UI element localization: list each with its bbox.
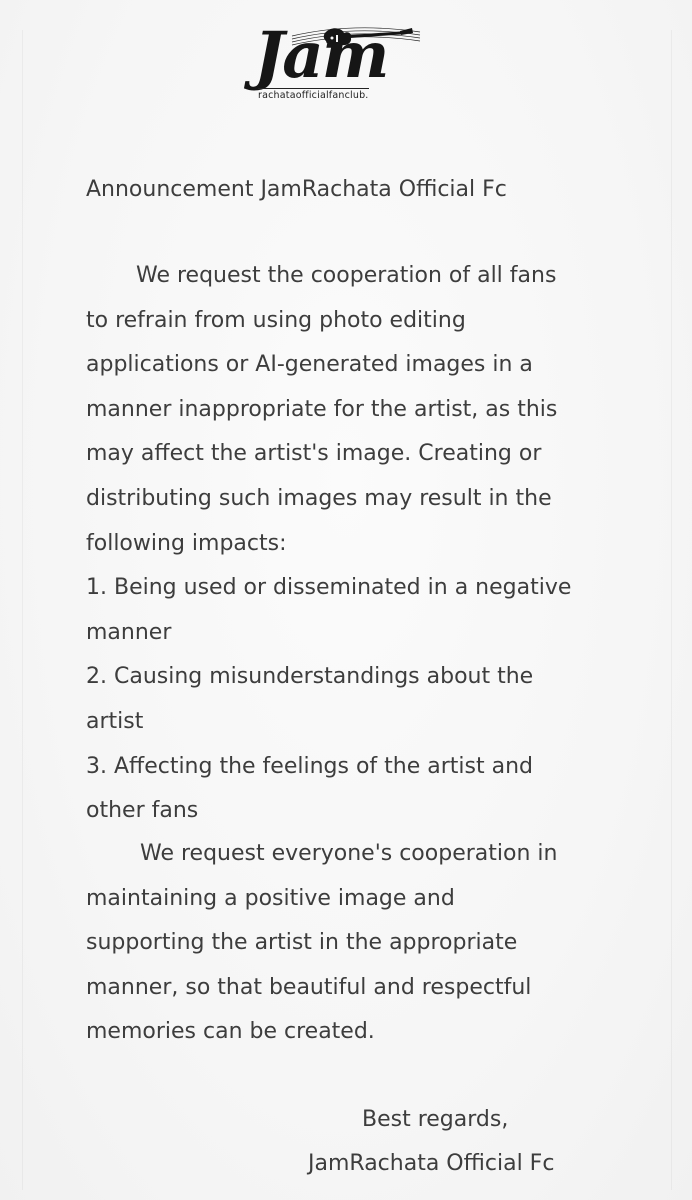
paragraph-1-line: following impacts: xyxy=(86,530,287,556)
list-item-1-cont: manner xyxy=(86,619,172,645)
paragraph-1-line: We request the cooperation of all fans xyxy=(136,263,557,288)
paragraph-1-line: to refrain from using photo editing xyxy=(86,307,466,333)
paragraph-2 xyxy=(86,832,557,1055)
paragraph-2-line: memories can be created. xyxy=(86,1019,375,1045)
announcement-title: Announcement JamRachata Official Fc xyxy=(86,177,507,202)
logo-subtitle: rachataofficialfanclub. xyxy=(258,90,369,101)
signature-text: JamRachata Official Fc xyxy=(308,1151,555,1176)
paragraph-2-line: maintaining a positive image and xyxy=(86,885,455,911)
paragraph-1-line: may affect the artist's image. Creating or xyxy=(86,441,542,467)
signoff xyxy=(300,1098,554,1186)
paragraph-1-line: applications or AI-generated images in a xyxy=(86,352,533,378)
paragraph-1-line: distributing such images may result in the xyxy=(86,485,552,511)
list-item-1: 1. Being used or disseminated in a negative xyxy=(86,575,572,601)
paragraph-2-line: manner, so that beautiful and respectful xyxy=(86,974,532,1000)
logo-wordmark: Jam xyxy=(254,18,388,93)
list-item-2-cont: artist xyxy=(86,708,144,734)
paragraph-2-line: supporting the artist in the appropriate xyxy=(86,930,518,956)
fanclub-logo xyxy=(252,18,422,104)
list-item-3-cont: other fans xyxy=(86,798,199,824)
list-item-3: 3. Affecting the feelings of the artist and xyxy=(86,753,533,779)
paragraph-1 xyxy=(86,254,571,834)
paragraph-1-line: manner inappropriate for the artist, as this xyxy=(86,396,558,422)
closing-text: Best regards, xyxy=(362,1107,509,1132)
paragraph-2-line: We request everyone's cooperation in xyxy=(140,841,558,866)
list-item-2: 2. Causing misunderstandings about the xyxy=(86,664,534,690)
